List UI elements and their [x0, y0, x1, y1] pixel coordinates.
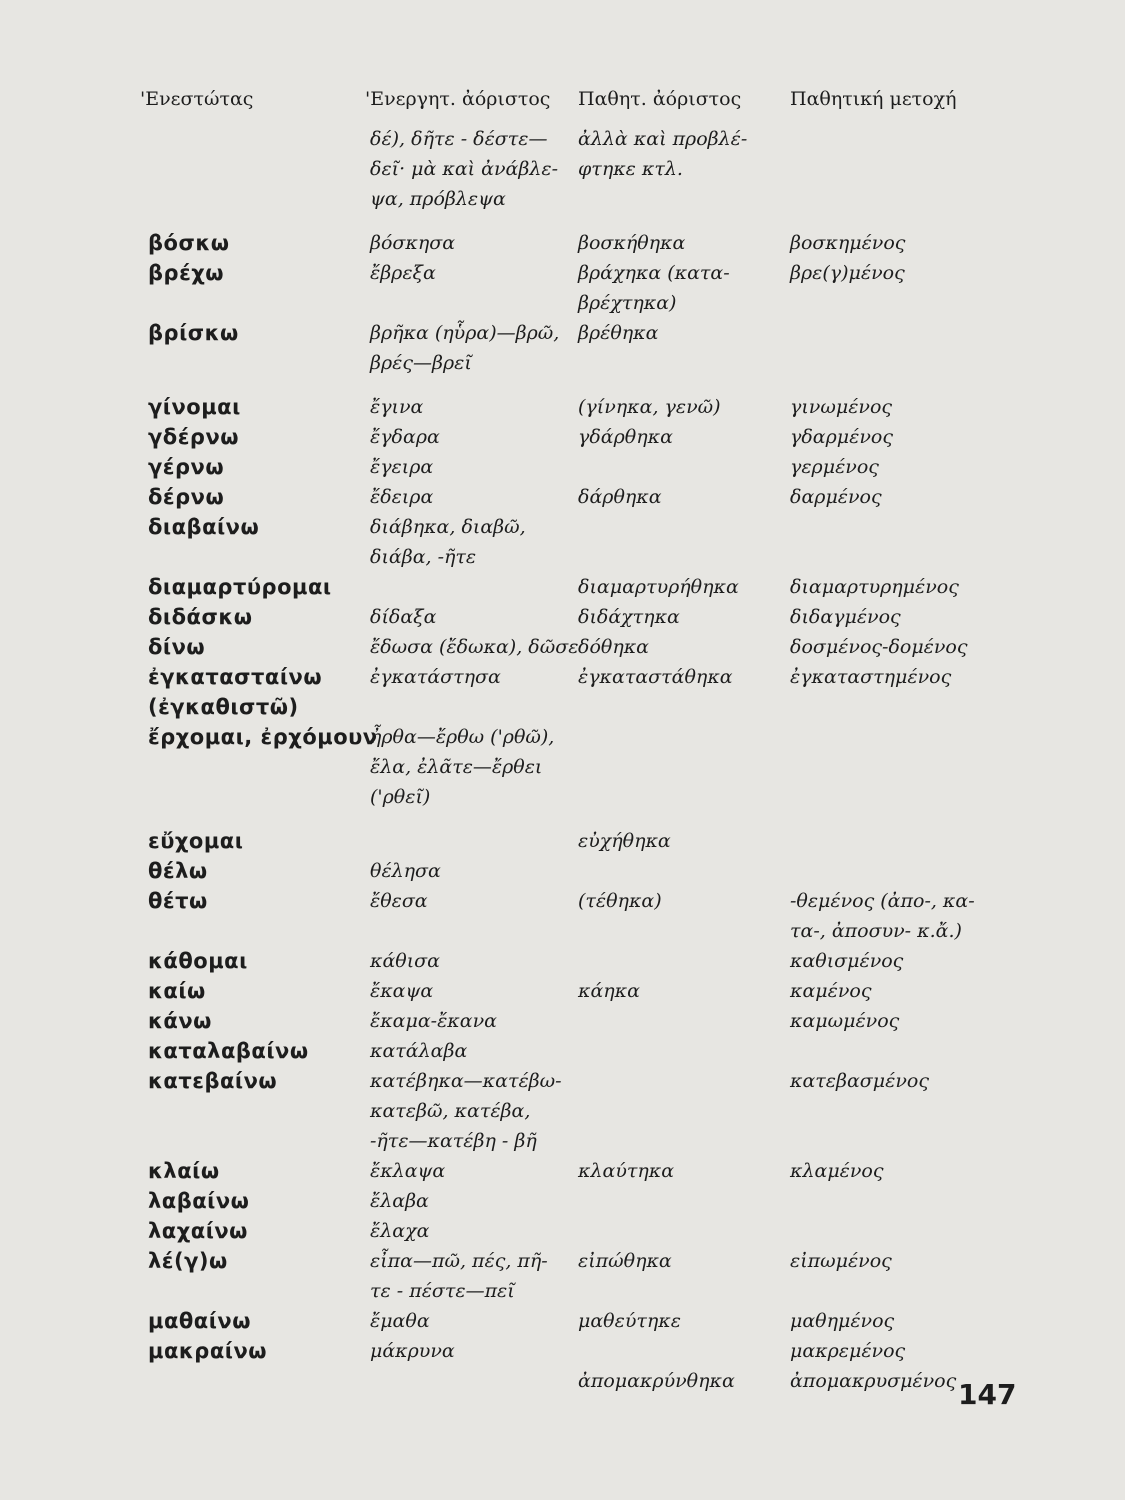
verb-aorist-passive: κλαύτηκα — [578, 1160, 675, 1182]
verb-aorist-active: ἔβρεξα — [370, 262, 436, 284]
verb-aorist-active: κατέβηκα—κατέβω- — [370, 1070, 562, 1092]
verb-present: διαβαίνω — [148, 515, 260, 539]
verb-present: εὔχομαι — [148, 829, 244, 853]
verb-participle: βρε(γ)μένος — [790, 262, 905, 284]
verb-aorist-active: ἔλαχα — [370, 1220, 430, 1242]
verb-participle: βοσκημένος — [790, 232, 906, 254]
table-row — [0, 1246, 1125, 1276]
verb-aorist-active: βόσκησα — [370, 232, 456, 254]
verb-participle: διαμαρτυρημένος — [790, 576, 959, 598]
verb-present: κατεβαίνω — [148, 1069, 278, 1093]
table-row — [0, 946, 1125, 976]
verb-aorist-active: ἔγειρα — [370, 456, 434, 478]
table-row — [0, 692, 1125, 722]
verb-aorist-active: ἔγινα — [370, 396, 424, 418]
verb-aorist-active: βρῆκα (ηὗρα)—βρῶ, — [370, 322, 560, 344]
verb-participle: δαρμένος — [790, 486, 882, 508]
verb-aorist-passive: δόθηκα — [578, 636, 649, 658]
verb-aorist-passive: (γίνηκα, γενῶ) — [578, 396, 721, 418]
verb-aorist-passive: διδάχτηκα — [578, 606, 680, 628]
table-row — [0, 1156, 1125, 1186]
verb-present: κλαίω — [148, 1159, 220, 1183]
verb-aorist-active: βρές—βρεῖ — [370, 352, 472, 374]
verb-aorist-passive: διαμαρτυρήθηκα — [578, 576, 739, 598]
verb-aorist-passive: βράχηκα (κατα- — [578, 262, 730, 284]
table-row — [0, 348, 1125, 378]
verb-aorist-passive: (τέθηκα) — [578, 890, 662, 912]
verb-aorist-passive: ἐγκαταστάθηκα — [578, 666, 733, 688]
verb-participle: τα-, ἀποσυν- κ.ἄ.) — [790, 920, 962, 942]
table-row — [0, 722, 1125, 752]
verb-present: γίνομαι — [148, 395, 241, 419]
verb-aorist-active: δίδαξα — [370, 606, 437, 628]
verb-present: διαμαρτύρομαι — [148, 575, 332, 599]
verb-participle: κλαμένος — [790, 1160, 884, 1182]
table-row — [0, 1276, 1125, 1306]
verb-participle: διδαγμένος — [790, 606, 901, 628]
table-row — [0, 886, 1125, 916]
verb-aorist-passive: κάηκα — [578, 980, 640, 1002]
verb-present: λαχαίνω — [148, 1219, 248, 1243]
verb-participle: γδαρμένος — [790, 426, 893, 448]
verb-participle: γερμένος — [790, 456, 879, 478]
verb-aorist-active: εἶπα—πῶ, πές, πῆ- — [370, 1250, 548, 1272]
table-row — [0, 826, 1125, 856]
table-row — [0, 1126, 1125, 1156]
verb-participle: -θεμένος (ἀπο-, κα- — [790, 890, 975, 912]
header-aorist-active: 'Ενεργητ. ἀόριστος — [365, 88, 551, 110]
table-row — [0, 482, 1125, 512]
verb-participle: γινωμένος — [790, 396, 893, 418]
verb-aorist-active: κατεβῶ, κατέβα, — [370, 1100, 531, 1122]
verb-present: δέρνω — [148, 485, 225, 509]
table-row — [0, 512, 1125, 542]
table-row — [0, 1306, 1125, 1336]
verb-aorist-active: διάβα, -ῆτε — [370, 546, 477, 568]
verb-aorist-active: ἔγδαρα — [370, 426, 440, 448]
verb-aorist-active: ἔθεσα — [370, 890, 428, 912]
table-row — [0, 976, 1125, 1006]
table-row — [0, 542, 1125, 572]
verb-participle: καμωμένος — [790, 1010, 900, 1032]
verb-present: θέτω — [148, 889, 208, 913]
verb-aorist-active: ('ρθεῖ) — [370, 786, 431, 808]
table-row — [0, 288, 1125, 318]
verb-aorist-active: δεῖ· μὰ καὶ ἀνάβλε- — [370, 158, 559, 180]
verb-aorist-active: κάθισα — [370, 950, 440, 972]
header-aorist-passive: Παθητ. ἀόριστος — [578, 88, 742, 110]
verb-present: βρίσκω — [148, 321, 239, 345]
table-row — [0, 752, 1125, 782]
verb-present: (ἐγκαθιστῶ) — [148, 695, 299, 719]
table-row — [0, 154, 1125, 184]
verb-present: διδάσκω — [148, 605, 253, 629]
table-row — [0, 916, 1125, 946]
table-row — [0, 1186, 1125, 1216]
verb-aorist-active: ἔδωσα (ἔδωκα), δῶσε — [370, 636, 579, 658]
header-passive-participle: Παθητική μετοχή — [790, 88, 957, 110]
verb-aorist-passive: φτηκε κτλ. — [578, 158, 683, 180]
verb-present: βόσκω — [148, 231, 230, 255]
verb-aorist-active: τε - πέστε—πεῖ — [370, 1280, 515, 1302]
table-row — [0, 662, 1125, 692]
verb-aorist-active: ἔλα, ἐλᾶτε—ἔρθει — [370, 756, 543, 778]
verb-aorist-passive: δάρθηκα — [578, 486, 662, 508]
verb-aorist-active: ἔκαψα — [370, 980, 434, 1002]
table-row — [0, 856, 1125, 886]
header-present: 'Ενεστώτας — [140, 88, 254, 110]
table-row — [0, 184, 1125, 214]
table-row — [0, 1066, 1125, 1096]
table-row — [0, 422, 1125, 452]
verb-aorist-active: -ῆτε—κατέβη - βῆ — [370, 1130, 537, 1152]
verb-participle: μαθημένος — [790, 1310, 895, 1332]
verb-aorist-passive: μαθεύτηκε — [578, 1310, 681, 1332]
table-row — [0, 1216, 1125, 1246]
table-row — [0, 392, 1125, 422]
table-row — [0, 318, 1125, 348]
page-number: 147 — [958, 1378, 1017, 1411]
verb-participle: καμένος — [790, 980, 872, 1002]
verb-present: γδέρνω — [148, 425, 240, 449]
verb-aorist-active: ἦρθα—ἔρθω ('ρθῶ), — [370, 726, 555, 748]
table-row — [0, 1336, 1125, 1366]
verb-aorist-passive: εὐχήθηκα — [578, 830, 671, 852]
verb-present: κάνω — [148, 1009, 212, 1033]
table-row — [0, 572, 1125, 602]
verb-participle: δοσμένος-δομένος — [790, 636, 968, 658]
verb-present: θέλω — [148, 859, 208, 883]
verb-present: λέ(γ)ω — [148, 1249, 228, 1273]
verb-aorist-passive: βρέχτηκα) — [578, 292, 677, 314]
verb-present: δίνω — [148, 635, 206, 659]
verb-participle: εἰπωμένος — [790, 1250, 892, 1272]
verb-aorist-active: δέ), δῆτε - δέστε— — [370, 128, 548, 150]
verb-participle: ἐγκαταστημένος — [790, 666, 952, 688]
verb-present: ἐγκατασταίνω — [148, 665, 323, 689]
verb-aorist-active: ἔδειρα — [370, 486, 434, 508]
verb-participle: μακρεμένος — [790, 1340, 906, 1362]
verb-aorist-passive: εἰπώθηκα — [578, 1250, 672, 1272]
verb-present: μακραίνω — [148, 1339, 267, 1363]
verb-participle: ἀπομακρυσμένος — [790, 1370, 957, 1392]
verb-aorist-active: θέλησα — [370, 860, 441, 882]
verb-present: βρέχω — [148, 261, 225, 285]
verb-present: καίω — [148, 979, 206, 1003]
verb-aorist-passive: ἀπομακρύνθηκα — [578, 1370, 735, 1392]
verb-aorist-passive: γδάρθηκα — [578, 426, 673, 448]
verb-present: καταλαβαίνω — [148, 1039, 309, 1063]
verb-present: κάθομαι — [148, 949, 248, 973]
verb-table — [0, 124, 1125, 1396]
table-row — [0, 1036, 1125, 1066]
verb-present: ἔρχομαι, ἐρχόμουν — [148, 725, 378, 749]
verb-aorist-passive: βοσκήθηκα — [578, 232, 686, 254]
verb-aorist-active: ψα, πρόβλεψα — [370, 188, 506, 210]
table-row — [0, 1006, 1125, 1036]
table-row — [0, 602, 1125, 632]
table-row — [0, 1096, 1125, 1126]
verb-aorist-active: κατάλαβα — [370, 1040, 468, 1062]
table-row — [0, 124, 1125, 154]
table-row — [0, 632, 1125, 662]
table-row — [0, 228, 1125, 258]
verb-aorist-active: ἔμαθα — [370, 1310, 430, 1332]
table-row — [0, 782, 1125, 812]
verb-aorist-passive: ἀλλὰ καὶ προβλέ- — [578, 128, 748, 150]
verb-aorist-active: διάβηκα, διαβῶ, — [370, 516, 526, 538]
verb-participle: καθισμένος — [790, 950, 904, 972]
table-row — [0, 1366, 1125, 1396]
verb-aorist-active: ἔκλαψα — [370, 1160, 446, 1182]
verb-aorist-passive: βρέθηκα — [578, 322, 659, 344]
verb-present: μαθαίνω — [148, 1309, 251, 1333]
table-row — [0, 258, 1125, 288]
verb-aorist-active: μάκρυνα — [370, 1340, 455, 1362]
verb-aorist-active: ἔκαμα-ἔκανα — [370, 1010, 497, 1032]
verb-aorist-active: ἔλαβα — [370, 1190, 429, 1212]
verb-present: λαβαίνω — [148, 1189, 250, 1213]
verb-present: γέρνω — [148, 455, 225, 479]
verb-participle: κατεβασμένος — [790, 1070, 929, 1092]
verb-aorist-active: ἐγκατάστησα — [370, 666, 501, 688]
table-row — [0, 452, 1125, 482]
